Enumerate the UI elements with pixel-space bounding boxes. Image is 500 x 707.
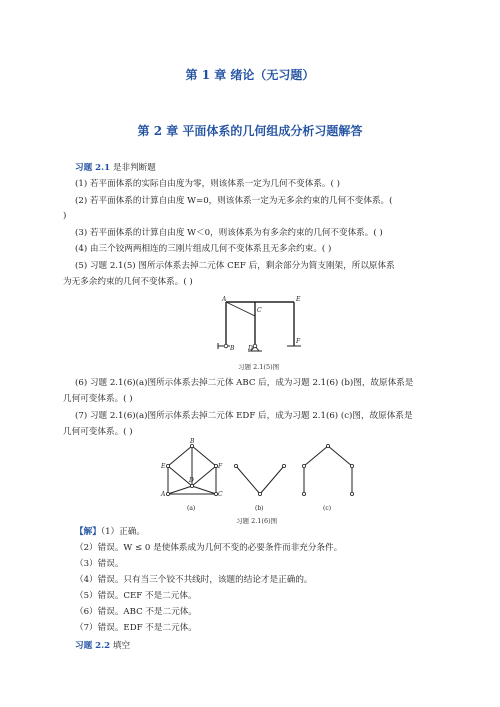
fig5-label-b: B <box>230 345 235 352</box>
exercise-label: 习题 2.1 <box>75 163 111 173</box>
fig6-sub-b: (b) <box>255 505 264 512</box>
question-4: (4) 由三个铰两两相连的三刚片组成几何不变体系且无多余约束。( ) <box>75 244 332 254</box>
fig6-label-e: E <box>161 463 166 470</box>
exercise-2-2-heading <box>75 640 435 652</box>
chapter-2-title: 第 2 章 平面体系的几何组成分析习题解答 <box>137 124 363 138</box>
question-3: (3) 若平面体系的计算自由度 W＜0，则该体系为有多余约束的几何不变体系。( ) <box>75 228 383 238</box>
solution-1-text: （1）正确。 <box>100 527 145 537</box>
exercise-2-2-title: 填空 <box>112 641 131 651</box>
figure-2-1-5 <box>210 296 320 364</box>
question-1: (1) 若平面体系的实际自由度为零，则该体系一定为几何不变体系。( ) <box>75 179 340 189</box>
fig6-sub-c: (c) <box>323 505 332 512</box>
question-2-cont: ) <box>63 211 67 221</box>
solution-head: 【解】 <box>75 527 101 537</box>
fig5-label-d: D <box>248 345 253 352</box>
solution-1 <box>75 526 435 538</box>
figure-2-1-6-caption: 习题 2.1(6)图 <box>236 517 278 525</box>
fig6-sub-a: (a) <box>187 505 196 512</box>
fig5-label-e: E <box>296 296 301 303</box>
fig6-label-c: C <box>218 491 223 498</box>
solution-7: （7）错误。EDF 不是二元体。 <box>75 623 197 633</box>
fig5-label-f: F <box>296 338 301 345</box>
question-7: (7) 习题 2.1(6)(a)图所示体系去掉二元体 EDF 后，成为习题 2.1(6) (c)图，故原体系是 <box>75 411 413 421</box>
question-7-cont: 几何可变体系。( ) <box>63 427 133 437</box>
exercise-2-1-heading <box>75 162 435 174</box>
question-5-cont: 为无多余约束的几何不变体系。( ) <box>63 277 193 287</box>
solution-3: （3）错误。 <box>75 559 124 569</box>
fig6-label-b: B <box>190 438 195 445</box>
fig6-label-f: F <box>218 463 223 470</box>
exercise-2-2-label: 习题 2.2 <box>75 641 111 651</box>
question-6: (6) 习题 2.1(6)(a)图所示体系去掉二元体 ABC 后，成为习题 2.1(6) (b)图，故原体系是 <box>75 378 414 388</box>
fig6-label-d: D <box>189 477 194 484</box>
solution-4: （4）错误。只有当三个铰不共线时，该题的结论才是正确的。 <box>75 575 313 585</box>
fig5-label-a: A <box>222 296 227 303</box>
question-2: (2) 若平面体系的计算自由度 W=0，则该体系一定为无多余约束的几何不变体系。( <box>75 196 393 206</box>
fig5-label-c: C <box>257 307 262 314</box>
fig6-label-a: A <box>161 491 166 498</box>
question-5: (5) 习题 2.1(5) 图所示体系去掉二元体 CEF 后，剩余部分为简支刚架，所以原体系 <box>75 261 395 271</box>
exercise-heading: 是非判断题 <box>112 163 156 173</box>
chapter-1-title: 第 1 章 绪论（无习题） <box>185 68 315 82</box>
figure-2-1-6 <box>150 436 375 516</box>
figure-2-1-5-caption: 习题 2.1(5)图 <box>238 363 280 371</box>
solution-5: （5）错误。CEF 不是二元体。 <box>75 591 197 601</box>
question-6-cont: 几何可变体系。( ) <box>63 394 133 404</box>
solution-2: （2）错误。W ≤ 0 是使体系成为几何不变的必要条件而非充分条件。 <box>75 543 343 553</box>
solution-6: （6）错误。ABC 不是二元体。 <box>75 607 197 617</box>
